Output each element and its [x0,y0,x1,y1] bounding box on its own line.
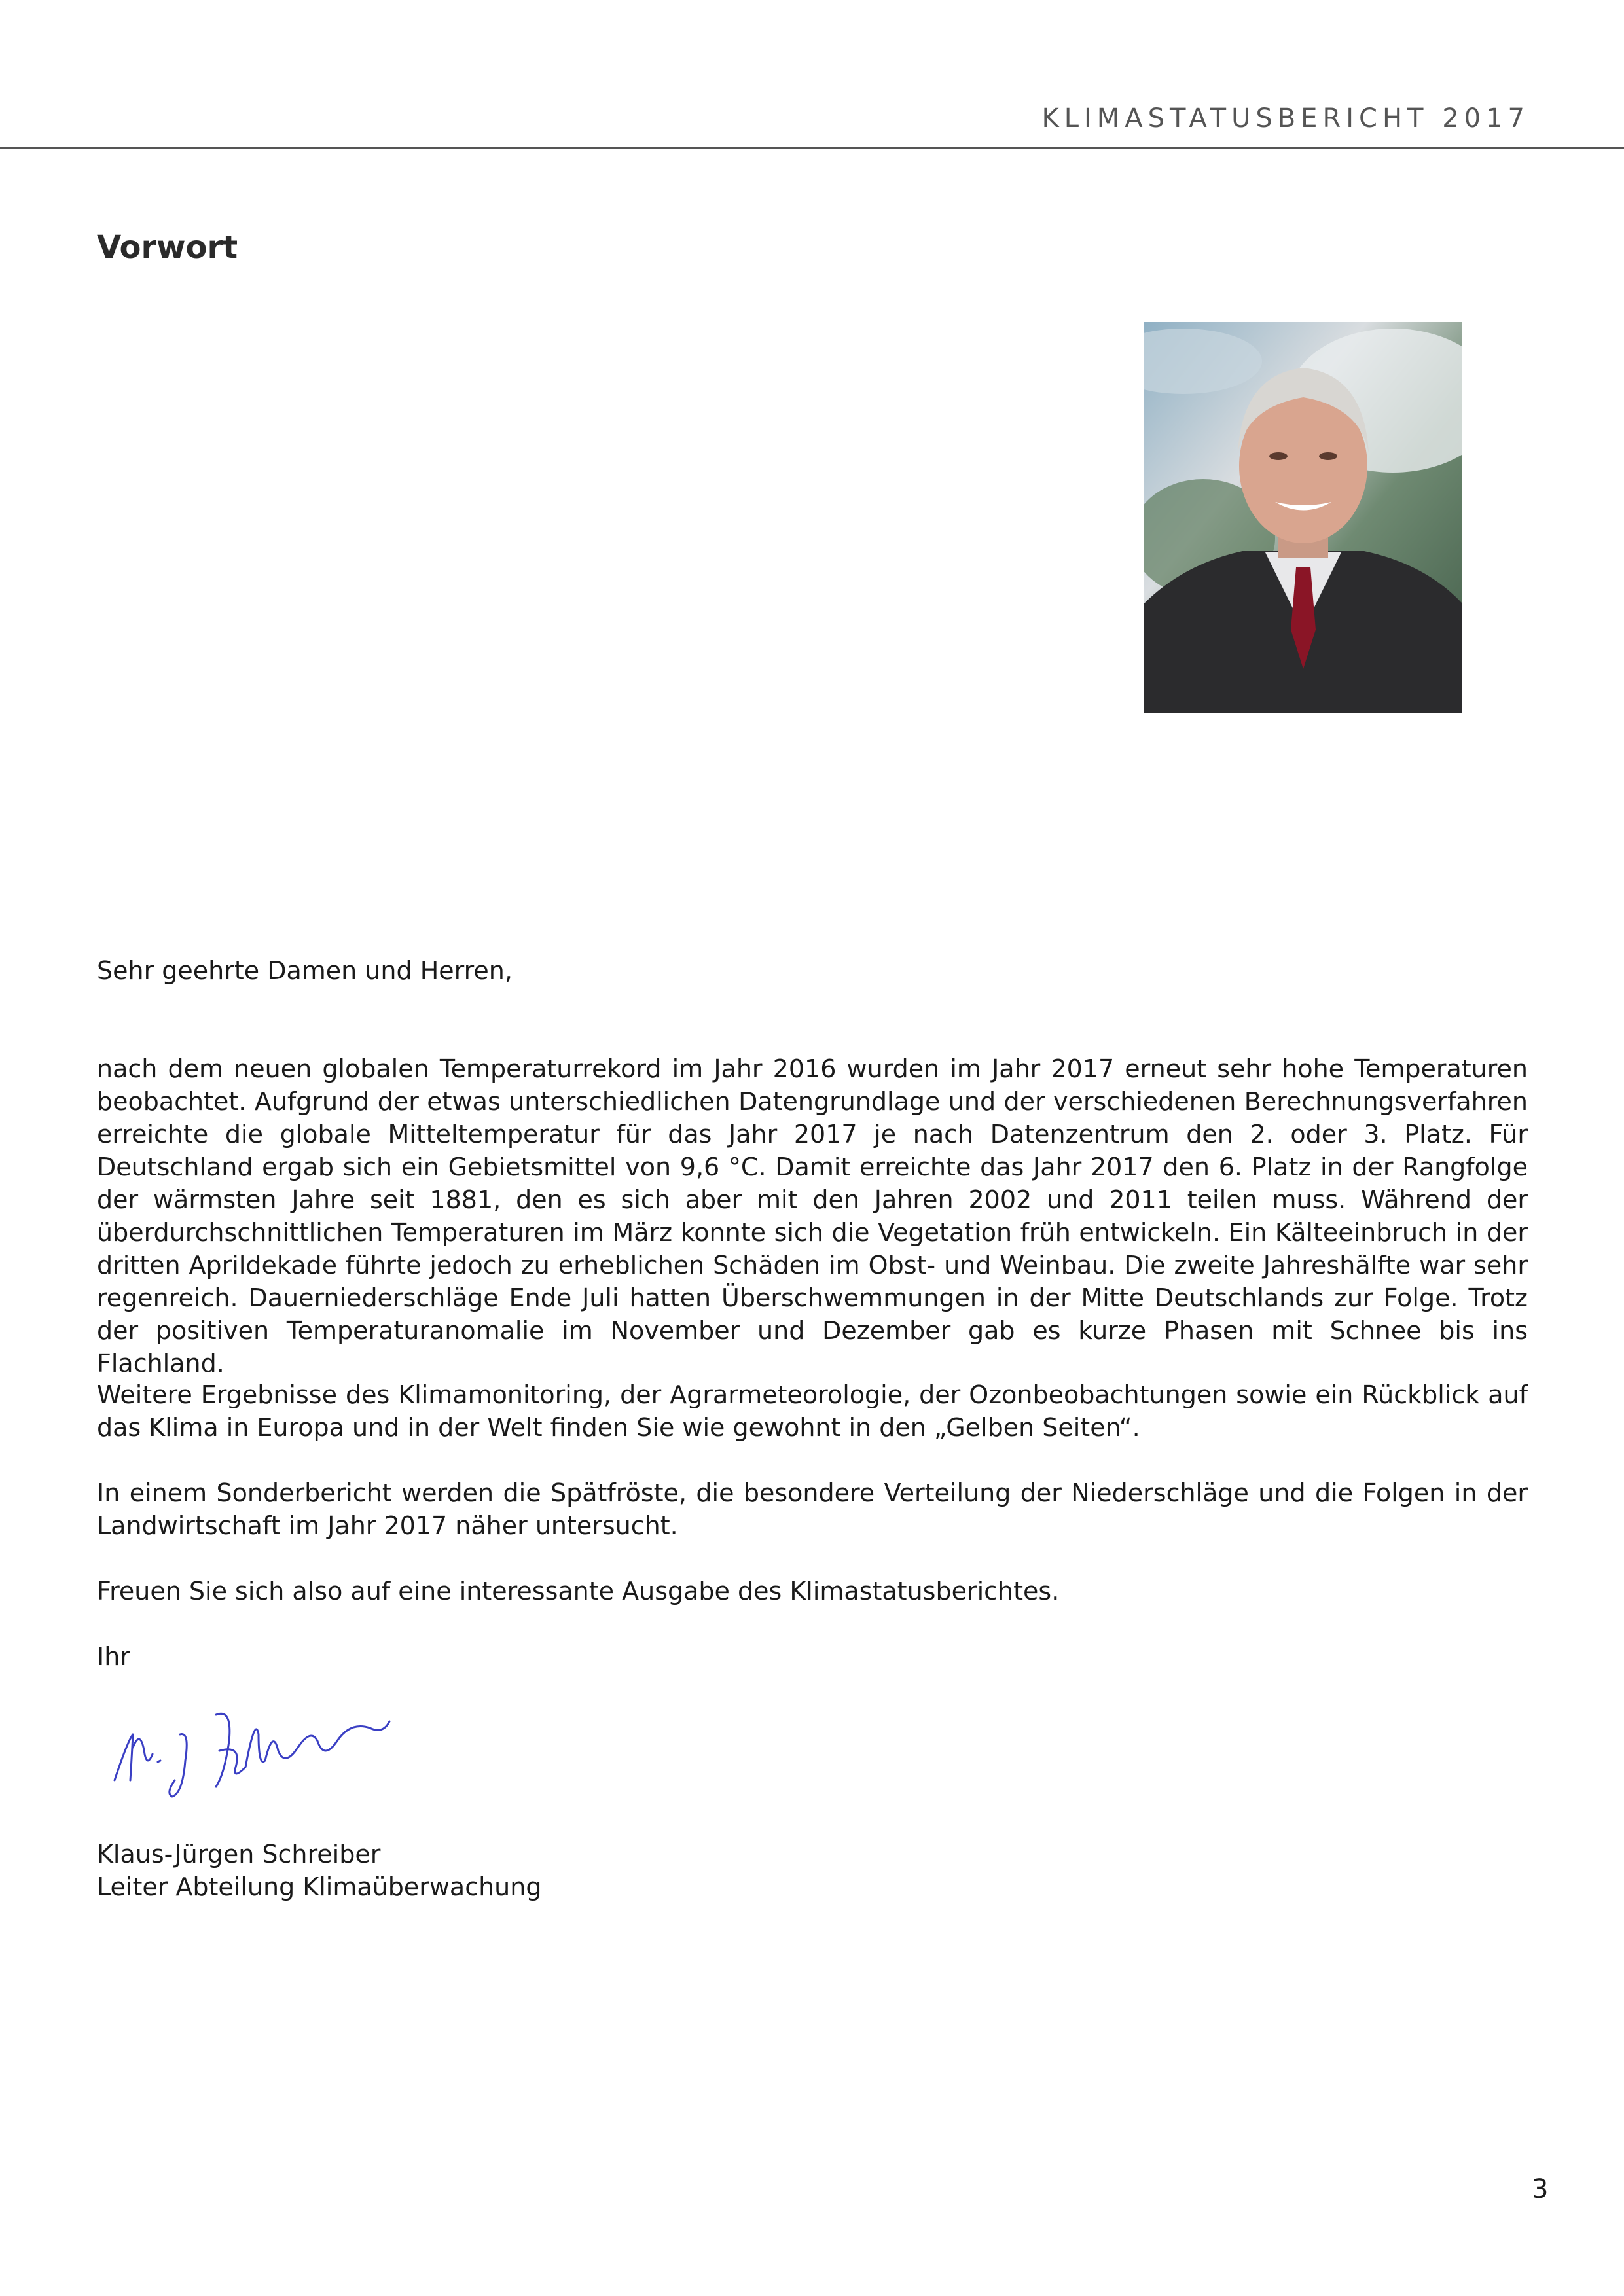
page-number: 3 [1532,2174,1549,2204]
letter-paragraph: nach dem neuen globalen Temperaturrekord im Jahr 2016 wurden im Jahr 2017 erneut sehr hohe Temperaturen beobachtet. Aufgrund der etwas unterschiedlichen Datengrundlage und der verschiedenen Berechnungsverfahren erreichte die globale Mitteltemperatur für das Jahr 2017 je nach Datenzentrum den 2. oder 3. Platz. Für Deutschland ergab sich ein Gebietsmittel von 9,6 °C. Damit erreichte das Jahr 2017 den 6. Platz in der Rangfolge der wärmsten Jahre seit 1881, den es sich aber mit den Jahren 2002 und 2011 teilen muss. Während der überdurchschnittlichen Temperaturen im März konnte sich die Vegetation früh entwickeln. Ein Kälteeinbruch in der dritten Aprildekade führte jedoch zu erheblichen Schäden im Obst- und Weinbau. Die zweite Jahreshälfte war sehr regenreich. Dauerniederschläge Ende Juli hatten Überschwemmungen in der Mitte Deutschlands zur Folge. Trotz der positiven Temperaturanomalie im November und Dezember gab es kurze Phasen mit Schnee bis ins Flachland. [97,1054,1528,1378]
letter-salutation: Sehr geehrte Damen und Herren, [97,956,513,985]
signer-role: Leiter Abteilung Klimaüberwachung [97,1873,542,1901]
author-portrait [1144,322,1462,713]
signer-name: Klaus-Jürgen Schreiber [97,1840,381,1869]
letter-paragraph: Freuen Sie sich also auf eine interessante Ausgabe des Klimastatusberichtes. [97,1577,1060,1605]
header-divider [0,147,1624,149]
letter-paragraph: Weitere Ergebnisse des Klimamonitoring, der Agrarmeteorologie, der Ozonbeobachtungen sowie ein Rückblick auf das Klima in Europa und in der Welt finden Sie wie gewohnt in den „Gelben Seiten“. [97,1380,1528,1442]
section-title: Vorwort [97,229,238,266]
handwritten-signature [101,1689,429,1806]
report-title: KLIMASTATUSBERICHT 2017 [1041,103,1530,134]
letter-closing: Ihr [97,1642,130,1671]
letter-paragraph: In einem Sonderbericht werden die Spätfröste, die besondere Verteilung der Niederschläge und die Folgen in der Landwirtschaft im Jahr 2017 näher untersucht. [97,1479,1528,1540]
